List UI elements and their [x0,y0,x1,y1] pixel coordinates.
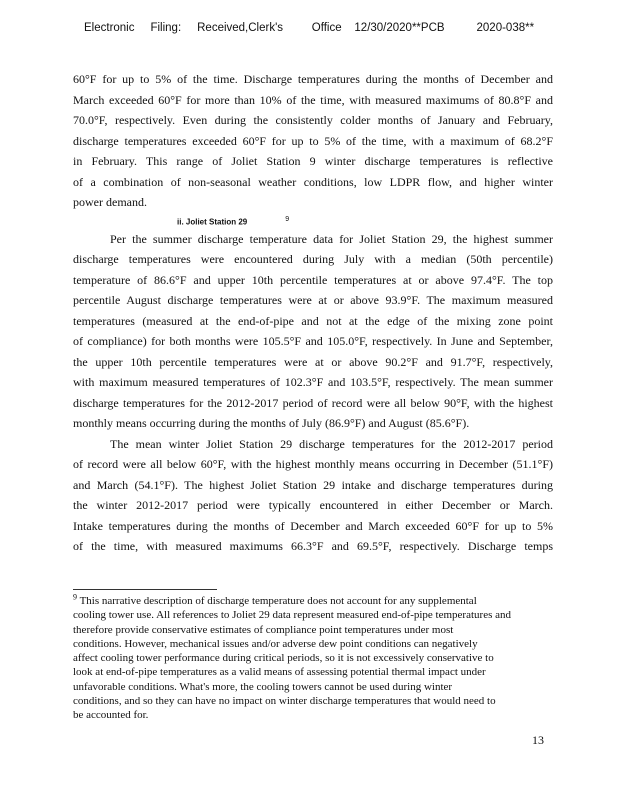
body-line: the upper 10th percentile temperatures were at or above 90.2°F and 91.7°F, respectively, [73,354,553,369]
filing-header: Electronic Filing: Received,Clerk's Office 12/30/2020**PCB 2020-038** [84,22,535,34]
body-line: temperature of 86.6°F and upper 10th percentile temperatures at or above 97.4°F. The top [73,272,553,287]
body-line: of the time, with measured maximums 66.3°F and 69.5°F, respectively. Discharge temps [73,539,553,553]
body-line: Intake temperatures during the months of December and March exceeded 60°F for up to 5% [73,518,553,533]
body-line: of a combination of non-seasonal weather conditions, low LDPR flow, and higher winter [73,174,553,189]
body-line: 60°F for up to 5% of the time. Discharge temperatures during the months of December and [73,72,553,86]
footnote [73,594,553,723]
body-line: discharge temperatures for the 2012-2017 period of record were all below 90°F, with the highest [73,395,553,410]
body-line: March exceeded 60°F for more than 10% of the time, with measured maximums of 80.8°F and [73,92,553,107]
body-line: temperatures (measured at the end-of-pipe and not at the edge of the mixing zone point [73,313,553,328]
footnote-line: unfavorable conditions. What's more, the cooling towers cannot be used during winter [73,680,453,693]
body-line: discharge temperatures exceeded 60°F for up to 5% of the time, with a maximum of 68.2°F [73,133,553,148]
footnote-line [73,594,553,608]
body-line: in February. This range of Joliet Station 9 winter discharge temperatures is reflective [73,154,553,168]
body-line: discharge temperatures were encountered during July with a median (50th percentile) [73,252,553,266]
body-line: of compliance) for both months were 105.5°F and 105.0°F, respectively. In June and September, [73,334,553,348]
footnote-line: cooling tower use. All references to Joliet 29 data represent measured end-of-pipe temperatures and [73,609,511,622]
body-line: with maximum measured temperatures of 102.3°F and 103.5°F, respectively. The mean summer [73,375,553,389]
footnote-text: This narrative description of discharge temperature does not account for any supplemental [79,595,477,607]
document-body [73,69,553,557]
footnote-line: look at end-of-pipe temperatures as a valid means of assessing potential thermal impact under [73,666,486,679]
footnote-reference: 9 [285,215,290,223]
footnote-line: therefore provide conservative estimates of compliance point temperatures under most [73,623,454,636]
body-line: percentile August discharge temperatures were at or above 93.9°F. The maximum measured [73,293,553,307]
body-line: The mean winter Joliet Station 29 discharge temperatures for the 2012-2017 period [110,436,553,451]
footnote-line: affect cooling tower performance during critical periods, so it is not excessively conservative to [73,652,494,665]
body-line: Per the summer discharge temperature data for Joliet Station 29, the highest summer [110,231,553,246]
body-line: and March (54.1°F). The highest Joliet Station 29 intake and discharge temperatures during [73,477,553,492]
footnote-line: be accounted for. [73,709,149,722]
page-number: 13 [532,733,544,747]
body-line: 70.0°F, respectively. Even during the consistently colder months of January and February, [73,113,553,127]
footnote-divider [73,589,217,590]
body-line: of record were all below 60°F, with the highest monthly means occurring in December (51.1°F) [73,457,553,471]
body-line: power demand. [73,195,147,209]
footnote-line: conditions. However, mechanical issues and/or adverse dew point conditions can negatively [73,637,478,650]
footnote-line: conditions, and so they can have no impact on winter discharge temperatures that would need to [73,695,496,708]
body-line: the winter 2012-2017 period were typically encountered in either December or March. [73,498,553,512]
section-subheading [73,213,553,229]
body-line: monthly means occurring during the months of July (86.9°F) and August (85.6°F). [73,416,470,430]
subheading-label: ii. Joliet Station 29 [177,217,248,227]
footnote-marker: 9 [73,594,77,602]
